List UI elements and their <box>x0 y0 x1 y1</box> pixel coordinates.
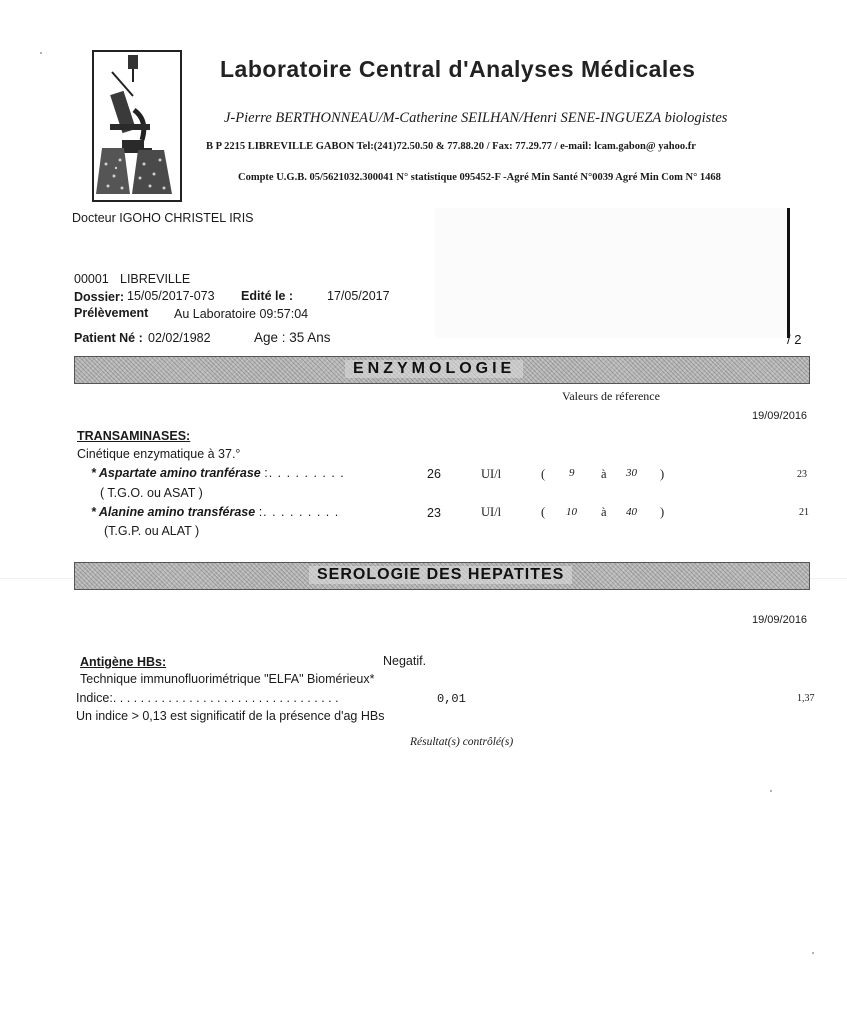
ref-open: ( <box>541 467 546 481</box>
index-previous: 1,37 <box>797 693 815 704</box>
test-value: 23 <box>427 506 441 520</box>
scan-speck <box>40 52 42 54</box>
method-line: Cinétique enzymatique à 37.° <box>77 447 241 461</box>
file-code: 00001 <box>74 272 109 286</box>
redacted-address-block <box>435 208 790 338</box>
scan-speck <box>812 952 814 954</box>
results-controlled: Résultat(s) contrôlé(s) <box>410 736 514 748</box>
microscope-logo-icon <box>94 52 180 200</box>
sample-value: Au Laboratoire 09:57:04 <box>174 307 309 321</box>
ref-low: 9 <box>569 467 575 479</box>
antigen-result: Negatif. <box>383 654 427 668</box>
dossier-label: Dossier: <box>74 290 125 304</box>
registration-line: Compte U.G.B. 05/5621032.300041 N° statistique 095452-F -Agré Min Santé N°0039 Agré Min Com N° 1468 <box>238 172 721 183</box>
previous-date: 19/09/2016 <box>752 410 808 422</box>
scan-speck <box>770 790 772 792</box>
page-number: / 2 <box>787 332 802 347</box>
technique-line: Technique immunofluorimétrique "ELFA" Biomérieux* <box>80 672 375 686</box>
previous-value: 23 <box>797 469 807 480</box>
index-value: 0,01 <box>437 692 466 706</box>
test-value: 26 <box>427 467 441 481</box>
test-row-asat <box>91 466 345 480</box>
ref-to: à <box>601 505 607 519</box>
ref-open: ( <box>541 505 546 519</box>
biologists-line: J-Pierre BERTHONNEAU/M-Catherine SEILHAN/Henri SENE-INGUEZA biologistes <box>224 110 728 126</box>
ref-high: 30 <box>626 467 637 479</box>
test-unit: UI/l <box>481 505 502 519</box>
section-band-serology <box>74 562 810 590</box>
transaminases-heading: TRANSAMINASES: <box>77 429 191 443</box>
test-row-alat <box>91 505 339 519</box>
patient-dob: 02/02/1982 <box>148 331 211 345</box>
file-city: LIBREVILLE <box>120 272 191 286</box>
edited-value: 17/05/2017 <box>327 289 390 303</box>
dossier-value: 15/05/2017-073 <box>127 289 215 303</box>
antigen-label: Antigène HBs: <box>80 655 167 669</box>
previous-value: 21 <box>799 507 809 518</box>
test-name: Aspartate amino tranférase <box>98 466 261 480</box>
edited-label: Edité le : <box>241 289 294 303</box>
patient-dob-label: Patient Né : <box>74 331 143 345</box>
test-dots: :. . . . . . . . . <box>258 505 340 519</box>
sample-label: Prélèvement <box>74 306 149 320</box>
test-dots: :. . . . . . . . . <box>264 466 345 480</box>
test-name: Alanine amino transférase <box>98 505 256 519</box>
index-note: Un indice > 0,13 est significatif de la présence d'ag HBs <box>76 709 385 723</box>
section-title-serology: SEROLOGIE DES HEPATITES <box>309 566 572 584</box>
test-alias: ( T.G.O. ou ASAT ) <box>100 486 203 500</box>
lab-name: Laboratoire Central d'Analyses Médicales <box>220 56 696 82</box>
test-star: * <box>91 466 96 480</box>
index-label: Indice:. . . . . . . . . . . . . . . . . . . . . . . . . . . . . . . . . <box>76 691 339 705</box>
ref-low: 10 <box>566 506 577 518</box>
ref-to: à <box>601 467 607 481</box>
ref-close: ) <box>660 505 665 519</box>
test-star: * <box>91 505 96 519</box>
test-alias: (T.G.P. ou ALAT ) <box>104 524 200 538</box>
reference-header: Valeurs de réference <box>562 389 660 403</box>
test-unit: UI/l <box>481 467 502 481</box>
patient-age: Age : 35 Ans <box>254 330 331 345</box>
lab-logo <box>92 50 182 202</box>
section-band-enzymology <box>74 356 810 384</box>
doctor-name: Docteur IGOHO CHRISTEL IRIS <box>72 211 254 225</box>
ref-high: 40 <box>626 506 637 518</box>
section-title-enzymology: ENZYMOLOGIE <box>345 360 523 378</box>
previous-date: 19/09/2016 <box>752 614 808 626</box>
contact-line: B P 2215 LIBREVILLE GABON Tel:(241)72.50.50 & 77.88.20 / Fax: 77.29.77 / e-mail: lcam.gabon@ yahoo.fr <box>206 141 696 152</box>
ref-close: ) <box>660 467 665 481</box>
